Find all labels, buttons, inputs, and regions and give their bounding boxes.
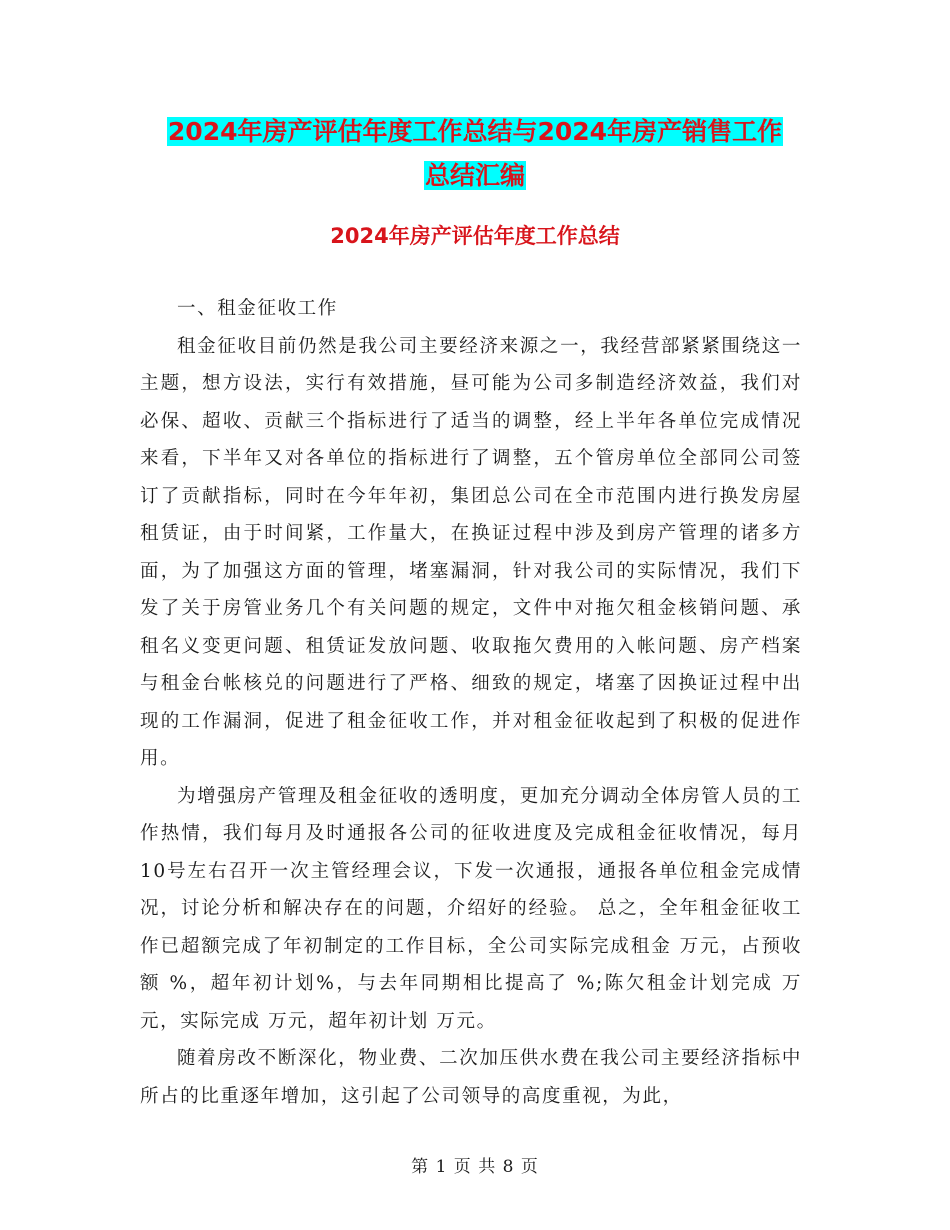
document-title-line-1: 2024年房产评估年度工作总结与2024年房产销售工作 xyxy=(167,117,783,146)
page-footer: 第 1 页 共 8 页 xyxy=(411,1157,539,1177)
paragraph-2: 为增强房产管理及租金征收的透明度，更加充分调动全体房管人员的工作热情，我们每月及时通报各公司的征收进度及完成租金征收情况，每月10号左右召开一次主管经理会议，下发一次通报，通报各单位租金完成情况，讨论分析和解决存在的问题，介绍好的经验。 总之，全年租金征收工作已超额完成了年初制定的工作目标，全公司实际完成租金 万元，占预收额 %，超年初计划%，与去年同期相比提高了 %;陈欠租金计划完成 万元，实际完成 万元，超年初计划 万元。 xyxy=(140,785,802,1032)
paragraph-1: 租金征收目前仍然是我公司主要经济来源之一，我经营部紧紧围绕这一主题，想方设法，实行有效措施，昼可能为公司多制造经济效益，我们对必保、超收、贡献三个指标进行了适当的调整，经上半年各单位完成情况来看，下半年又对各单位的指标进行了调整，五个管房单位全部同公司签订了贡献指标，同时在今年年初，集团总公司在全市范围内进行换发房屋租赁证，由于时间紧，工作量大，在换证过程中涉及到房产管理的诸多方面，为了加强这方面的管理，堵塞漏洞，针对我公司的实际情况，我们下发了关于房管业务几个有关问题的规定，文件中对拖欠租金核销问题、承租名义变更问题、租赁证发放问题、收取拖欠费用的入帐问题、房产档案与租金台帐核兑的问题进行了严格、细致的规定，堵塞了因换证过程中出现的工作漏洞，促进了租金征收工作，并对租金征收起到了积极的促进作用。 xyxy=(140,335,802,769)
document-title-line-2: 总结汇编 xyxy=(424,161,525,190)
document-title xyxy=(140,110,810,198)
section-heading: 一、租金征收工作 xyxy=(177,298,338,319)
document-body xyxy=(140,290,802,1115)
section-title: 2024年房产评估年度工作总结 xyxy=(330,224,620,248)
paragraph-3: 随着房改不断深化，物业费、二次加压供水费在我公司主要经济指标中所占的比重逐年增加，这引起了公司领导的高度重视，为此， xyxy=(140,1048,802,1107)
